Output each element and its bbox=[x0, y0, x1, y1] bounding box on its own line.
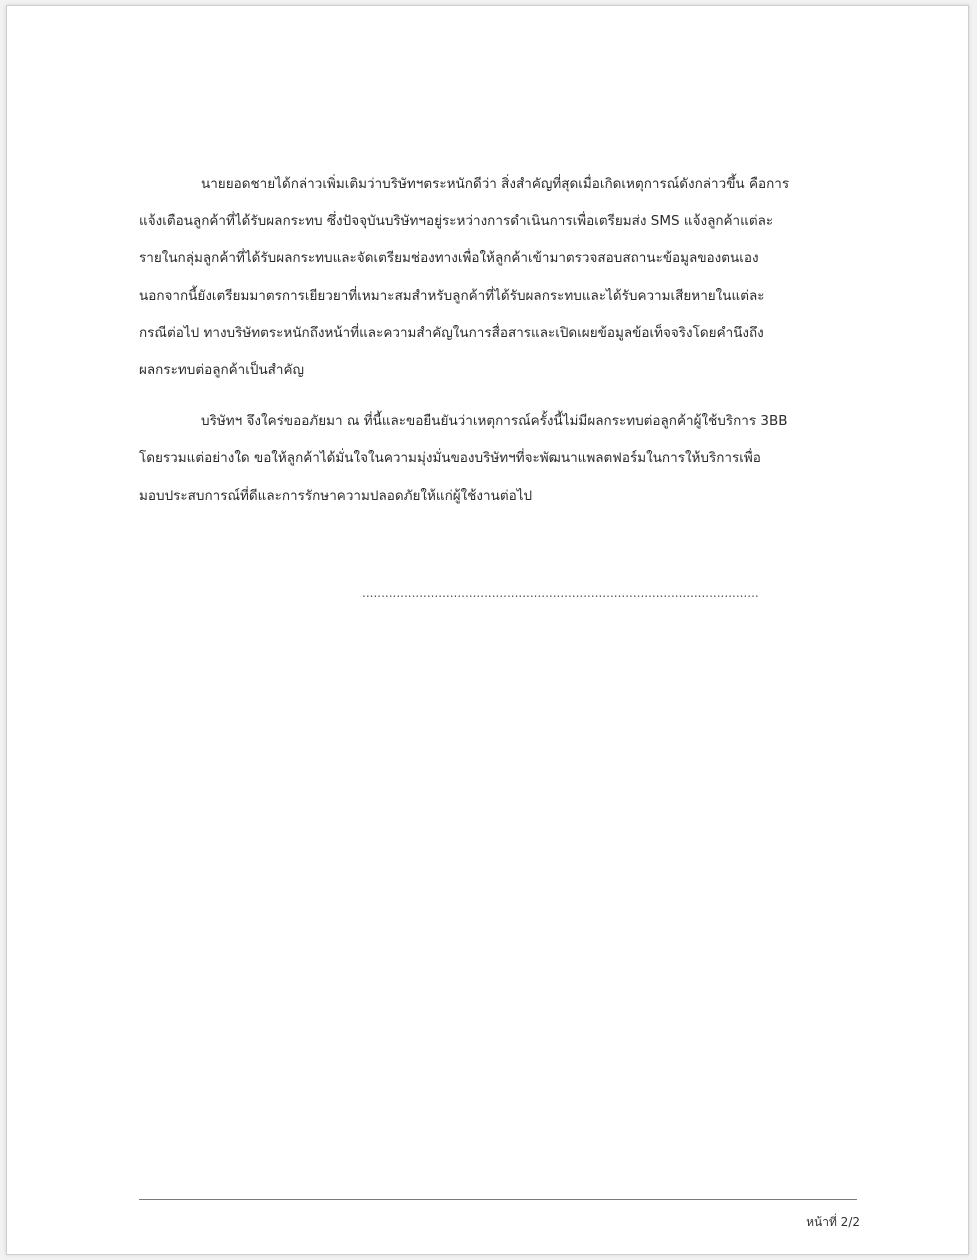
paragraph-2-line-1: บริษัทฯ จึงใคร่ขออภัยมา ณ ที่นี้และขอยืนยันว่าเหตุการณ์ครั้งนี้ไม่มีผลกระทบต่อลูกค้าผู้ใช้บริการ 3BB bbox=[201, 413, 788, 429]
document-page bbox=[6, 5, 969, 1255]
footer-rule bbox=[139, 1199, 857, 1200]
paragraph-1-line-5: กรณีต่อไป ทางบริษัทตระหนักถึงหน้าที่และความสำคัญในการสื่อสารและเปิดเผยข้อมูลข้อเท็จจริงโดยคำนึงถึง bbox=[139, 325, 764, 341]
paragraph-2-line-2: โดยรวมแต่อย่างใด ขอให้ลูกค้าได้มั่นใจในความมุ่งมั่นของบริษัทฯที่จะพัฒนาแพลตฟอร์มในการให้บริการเพื่อ bbox=[139, 450, 761, 466]
paragraph-1-line-3: รายในกลุ่มลูกค้าที่ได้รับผลกระทบและจัดเตรียมช่องทางเพื่อให้ลูกค้าเข้ามาตรวจสอบสถานะข้อมูลของตนเอง bbox=[139, 250, 759, 266]
paragraph-2-line-3: มอบประสบการณ์ที่ดีและการรักษาความปลอดภัยให้แก่ผู้ใช้งานต่อไป bbox=[139, 488, 533, 504]
paragraph-1-line-4: นอกจากนี้ยังเตรียมมาตรการเยียวยาที่เหมาะสมสำหรับลูกค้าที่ได้รับผลกระทบและได้รับความเสียหายในแต่ละ bbox=[139, 288, 765, 304]
paragraph-1-line-2: แจ้งเตือนลูกค้าที่ได้รับผลกระทบ ซึ่งปัจจุบันบริษัทฯอยู่ระหว่างการดำเนินการเพื่อเตรียมส่ง SMS แจ้งลูกค้าแต่ละ bbox=[139, 213, 774, 229]
paragraph-1-line-1: นายยอดชายได้กล่าวเพิ่มเติมว่าบริษัทฯตระหนักดีว่า สิ่งสำคัญที่สุดเมื่อเกิดเหตุการณ์ดังกล่าวขึ้น คือการ bbox=[201, 176, 790, 192]
paragraph-1-line-6: ผลกระทบต่อลูกค้าเป็นสำคัญ bbox=[139, 362, 305, 378]
dotted-separator: ........................................................................................................ bbox=[362, 586, 759, 600]
page-number: หน้าที่ 2/2 bbox=[806, 1215, 860, 1229]
